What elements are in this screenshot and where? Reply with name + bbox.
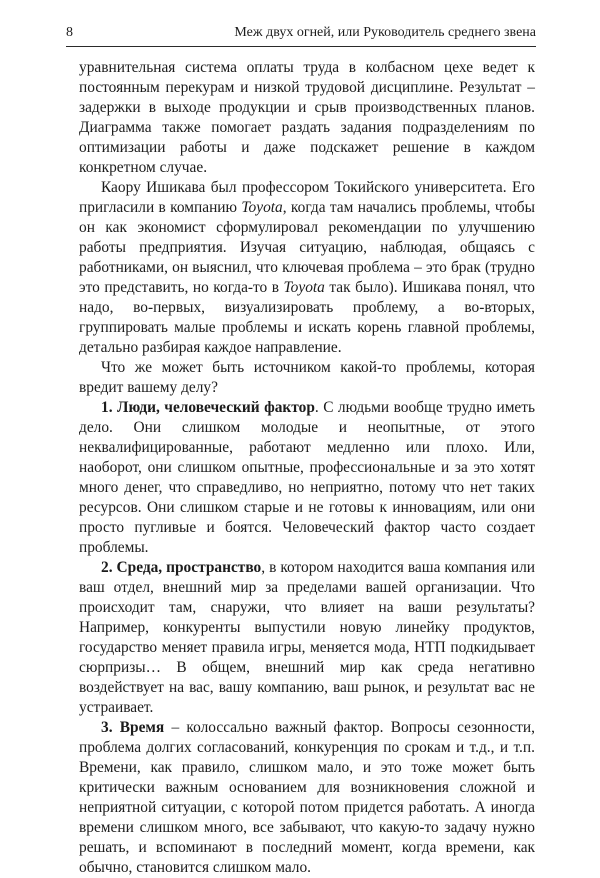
ishikawa-text-part1: Каору Ишикава был профессором Токийского университета. Его пригласили в компанию	[79, 179, 535, 216]
environment-factor-text: , в котором находится ваша компания или ваш отдел, внешний мир за пределами вашей организации. Что происходит там, снаружи, что влияет на ваши результаты? Например, конкуренты выпустили новую линейку продуктов, государство меняет правила игры, меняется мода, НТП подкидывает сюрпризы… В общем, внешний мир как среда негативно воздействует на вас, вашу компанию, ваш рынок, и результат вас не устраивает.	[79, 559, 535, 716]
paragraph-environment-factor	[79, 558, 535, 718]
toyota-italic-1: Toyota	[241, 199, 283, 216]
page-number: 8	[66, 25, 73, 40]
ishikawa-text-part3: так было). Ишикава понял, что надо, во-первых, визуализировать проблему, а во-вторых, группировать малые проблемы и искать корень главной проблемы, детально разбирая каждое направление.	[79, 279, 535, 356]
ishikawa-text-part2: , когда там начались проблемы, чтобы он как экономист сформулировал рекомендации по улучшению работы предприятия. Изучая ситуацию, наблюдая, общаясь с работниками, он выяснил, что ключевая проблема – это брак (трудно это представить, но когда-то в	[79, 199, 535, 296]
page-body	[79, 58, 535, 878]
environment-factor-heading: 2. Среда, пространство	[101, 559, 262, 576]
time-factor-heading: 3. Время	[101, 719, 165, 736]
paragraph-question: Что же может быть источником какой-то проблемы, которая вредит вашему делу?	[79, 359, 535, 396]
page-header	[66, 24, 536, 42]
time-factor-text: – колоссально важный фактор. Вопросы сезонности, проблема долгих согласований, конкуренция по срокам и т.д., и т.п. Времени, как правило, слишком мало, и это тоже может быть критически важным основанием для возникновения сложной и неприятной ситуации, с которой потом придется работать. А иногда времени слишком много, все забывают, что какую-то задачу нужно решать, и вспоминают в последний момент, когда времени, как обычно, становится слишком мало.	[79, 719, 535, 876]
paragraph-people-factor	[79, 398, 535, 558]
people-factor-heading: 1. Люди, человеческий фактор	[101, 399, 315, 416]
header-rule	[66, 46, 536, 47]
running-title: Меж двух огней, или Руководитель среднего звена	[234, 25, 536, 40]
paragraph-time-factor	[79, 718, 535, 878]
paragraph-continuation: уравнительная система оплаты труда в колбасном цехе ведет к постоянным перекурам и низкой трудовой дисциплине. Результат – задержки в выходе продукции и срыв производственных планов. Диаграмма также помогает раздать задания подразделениям по оптимизации работы и даже подскажет решение в каждом конкретном случае.	[79, 59, 535, 176]
people-factor-text: . С людьми вообще трудно иметь дело. Они слишком молодые и неопытные, от этого неквалифицированные, работают медленно или плохо. Или, наоборот, они слишком опытные, профессиональные и за это хотят много денег, что справедливо, но неприятно, потому что нет таких ресурсов. Они слишком старые и не готовы к инновациям, или они просто пугливые и боятся. Человеческий фактор часто создает проблемы.	[79, 399, 536, 556]
toyota-italic-2: Toyota	[283, 279, 325, 296]
paragraph-ishikawa	[79, 178, 535, 358]
